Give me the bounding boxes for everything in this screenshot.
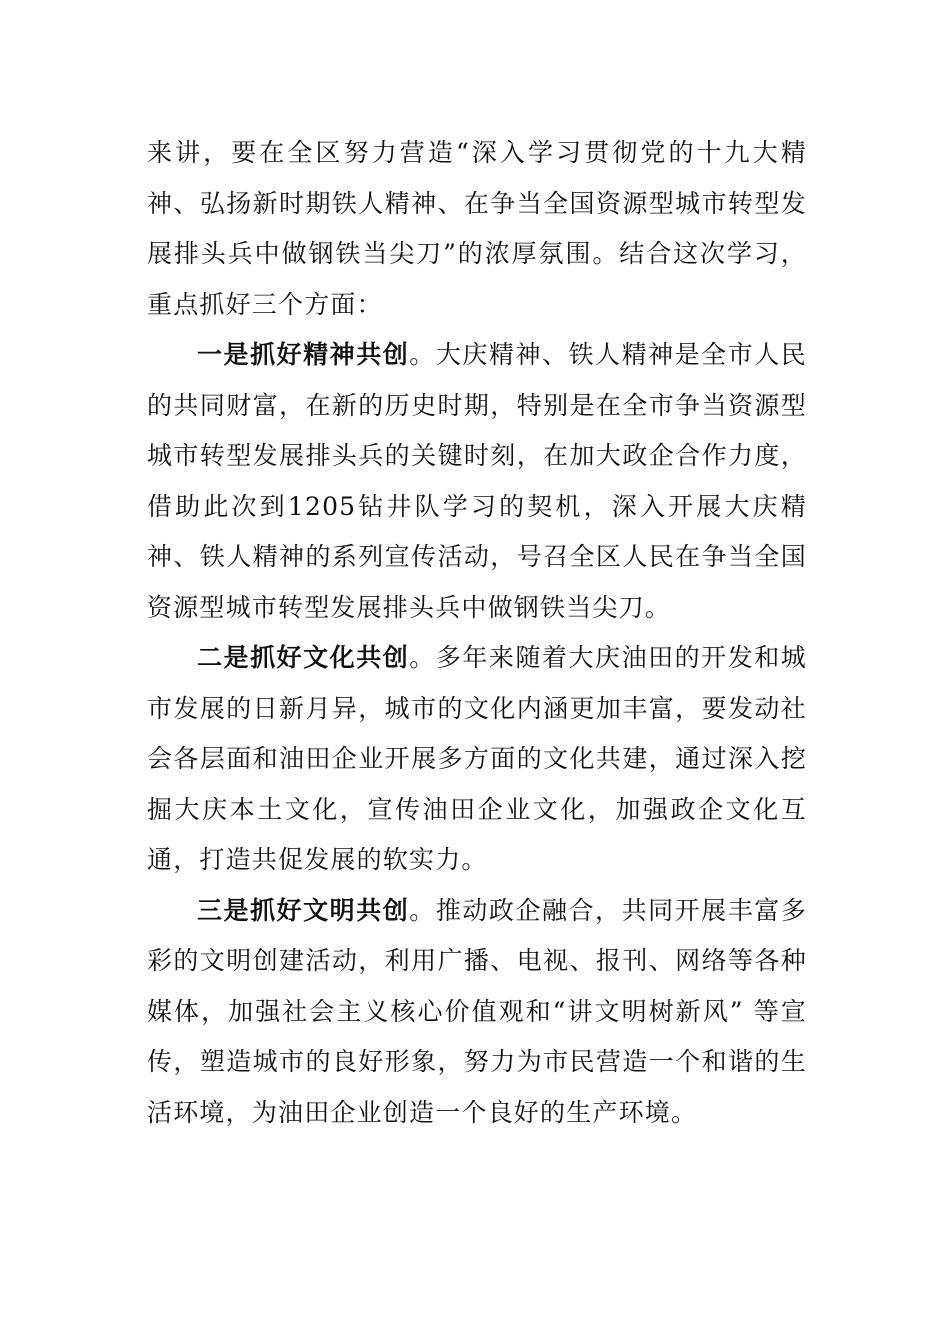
section-culture-body: 。多年来随着大庆油田的开发和城市发展的日新月异，城市的文化内涵更加丰富，要发动社会各层面和油田企业开展多方面的文化共建，通过深入挖掘大庆本土文化，宣传油田企业文化，加强政企文化互通，打造共促发展的软实力。 — [147, 643, 807, 874]
section-civilization-body: 。推动政企融合，共同开展丰富多彩的文明创建活动，利用广播、电视、报刊、网络等各种媒体，加强社会主义核心价值观和“讲文明树新风” 等宣传，塑造城市的良好形象，努力为市民营造一个和谐的生活环境，为油田企业创造一个良好的生产环境。 — [147, 895, 807, 1127]
document-page — [147, 128, 807, 1138]
section-culture-heading: 二是抓好文化共创 — [197, 643, 410, 672]
section-spirit-body: 。大庆精神、铁人精神是全市人民的共同财富，在新的历史时期，特别是在全市争当资源型城市转型发展排头兵的关键时刻，在加大政企合作力度，借助此次到1205钻井队学习的契机，深入开展大庆精神、铁人精神的系列宣传活动，号召全区人民在争当全国资源型城市转型发展排头兵中做钢铁当尖刀。 — [147, 340, 807, 622]
intro-paragraph — [147, 128, 807, 330]
section-culture-paragraph — [147, 633, 807, 886]
section-civilization-paragraph — [147, 886, 807, 1139]
section-civilization-heading: 三是抓好文明共创 — [197, 895, 410, 925]
intro-text: 来讲，要在全区努力营造“深入学习贯彻党的十九大精神、弘扬新时期铁人精神、在争当全国资源型城市转型发展排头兵中做钢铁当尖刀”的浓厚氛围。结合这次学习，重点抓好三个方面： — [147, 138, 807, 319]
section-spirit-heading: 一是抓好精神共创 — [197, 340, 410, 369]
section-spirit-paragraph — [147, 330, 807, 633]
